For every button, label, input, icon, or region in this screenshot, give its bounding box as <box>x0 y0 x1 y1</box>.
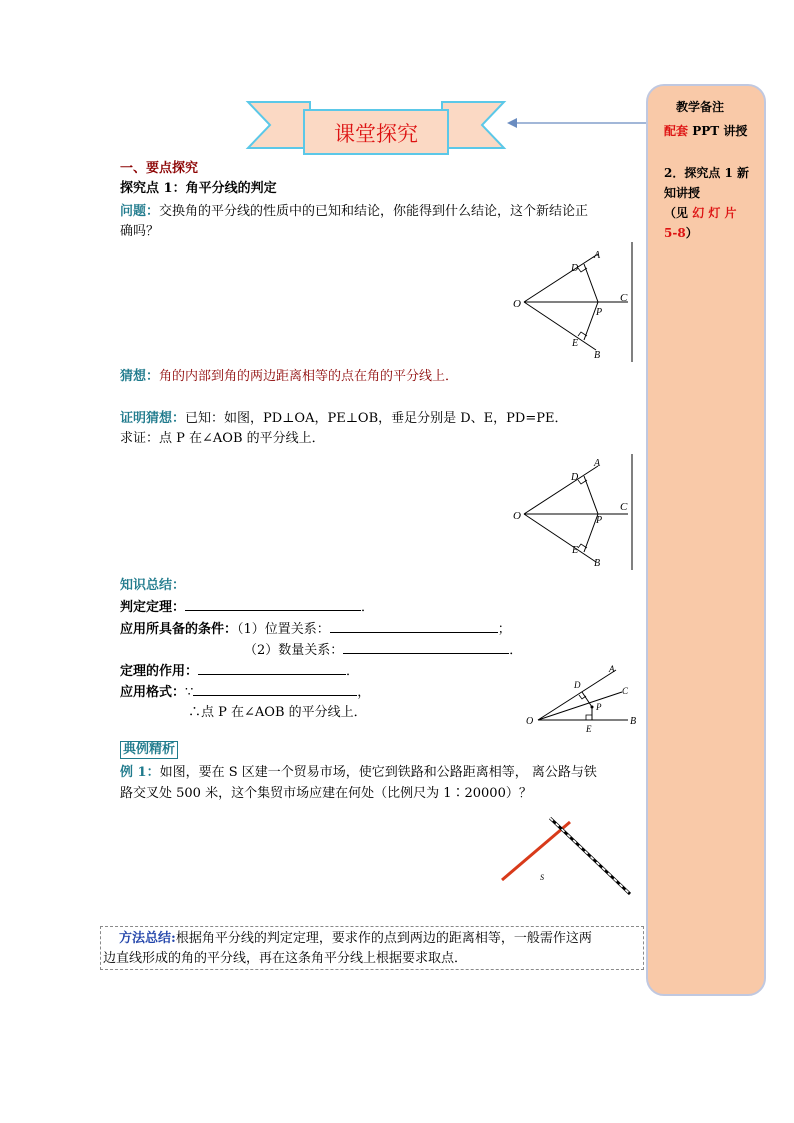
label-D: D <box>571 472 579 483</box>
label-P: P <box>596 515 603 526</box>
label-B: B <box>594 350 601 361</box>
method-line2: 边直线形成的角的平分线，再在这条角平分线上根据要求取点． <box>103 951 468 966</box>
label-O: O <box>513 510 521 522</box>
example-tag: 典例精析 <box>120 741 178 759</box>
method-summary-box <box>100 926 644 970</box>
proof-prove: 求证：点 P 在∠AOB 的平分线上． <box>120 431 325 446</box>
summary-role: 定理的作用： ． <box>120 664 360 679</box>
proof-given: 证明猜想：已知：如图，PD⊥OA，PE⊥OB，垂足分别是 D、E，PD=PE． <box>120 411 568 426</box>
summary-therefore: ∴点 P 在∠AOB 的平分线上． <box>188 705 367 720</box>
label-O: O <box>526 716 534 727</box>
label-D: D <box>574 680 581 690</box>
quantity-relation-blank[interactable] <box>343 641 509 654</box>
label-A: A <box>594 458 601 469</box>
summary-theorem: 判定定理： ． <box>120 600 375 615</box>
label-E: E <box>572 545 579 556</box>
example-line1: 例 1：如图，要在 S 区建一个贸易市场，使它到铁路和公路距离相等， 离公路与铁 <box>120 765 597 780</box>
label-B: B <box>630 716 637 727</box>
label-D: D <box>571 263 579 274</box>
label-C: C <box>620 292 628 304</box>
angle-bisector-figure-3 <box>520 662 646 734</box>
format-blank[interactable] <box>193 683 357 696</box>
angle-bisector-figure-1 <box>510 240 636 364</box>
label-C: C <box>622 686 629 696</box>
method-line1: 方法总结:根据角平分线的判定定理，要求作的点到两边的距离相等，一般需作这两 <box>119 931 592 946</box>
label-E: E <box>572 338 579 349</box>
pointer-arrow <box>505 115 650 131</box>
summary-conditions-2: （2）数量关系： ． <box>244 643 523 658</box>
angle-bisector-figure-2 <box>510 452 636 576</box>
question-line1: 问题：交换角的平分线的性质中的已知和结论，你能得到什么结论，这个新结论正 <box>120 204 589 219</box>
sidebar-item-line4: 5-8） <box>664 226 698 240</box>
role-blank[interactable] <box>198 662 346 675</box>
label-A: A <box>609 664 615 674</box>
label-S: S <box>540 873 544 882</box>
sidebar-item-line3: （见 幻 灯 片 <box>664 206 737 220</box>
label-P: P <box>596 702 602 712</box>
summary-conditions: 应用所具备的条件：（1）位置关系： ； <box>120 622 511 637</box>
label-C: C <box>620 501 628 513</box>
point1-title: 探究点 1：角平分线的判定 <box>120 181 277 196</box>
position-relation-blank[interactable] <box>330 620 498 633</box>
example-line2: 路交叉处 500 米，这个集贸市场应建在何处（比例尺为 1∶20000）？ <box>120 786 532 801</box>
notes-sidebar <box>646 84 766 996</box>
summary-format: 应用格式：∵ ， <box>120 685 371 700</box>
label-E: E <box>586 724 592 734</box>
label-B: B <box>594 558 601 569</box>
summary-label: 知识总结： <box>120 578 186 593</box>
label-P: P <box>596 307 603 318</box>
label-A: A <box>594 250 601 261</box>
section-heading: 一、要点探究 <box>120 161 199 176</box>
road-railway-figure <box>496 812 636 898</box>
sidebar-item-line1: 2．探究点 1 新 <box>664 166 750 180</box>
label-O: O <box>513 298 521 310</box>
banner-title: 课堂探究 <box>334 122 418 146</box>
sidebar-ppt-note: 配套 PPT 讲授 <box>664 124 748 138</box>
theorem-blank[interactable] <box>185 598 361 611</box>
sidebar-item-line2: 知讲授 <box>664 186 701 200</box>
question-line2: 确吗？ <box>120 224 160 239</box>
conjecture: 猜想：角的内部到角的两边距离相等的点在角的平分线上． <box>120 369 459 384</box>
sidebar-heading: 教学备注 <box>676 100 725 114</box>
